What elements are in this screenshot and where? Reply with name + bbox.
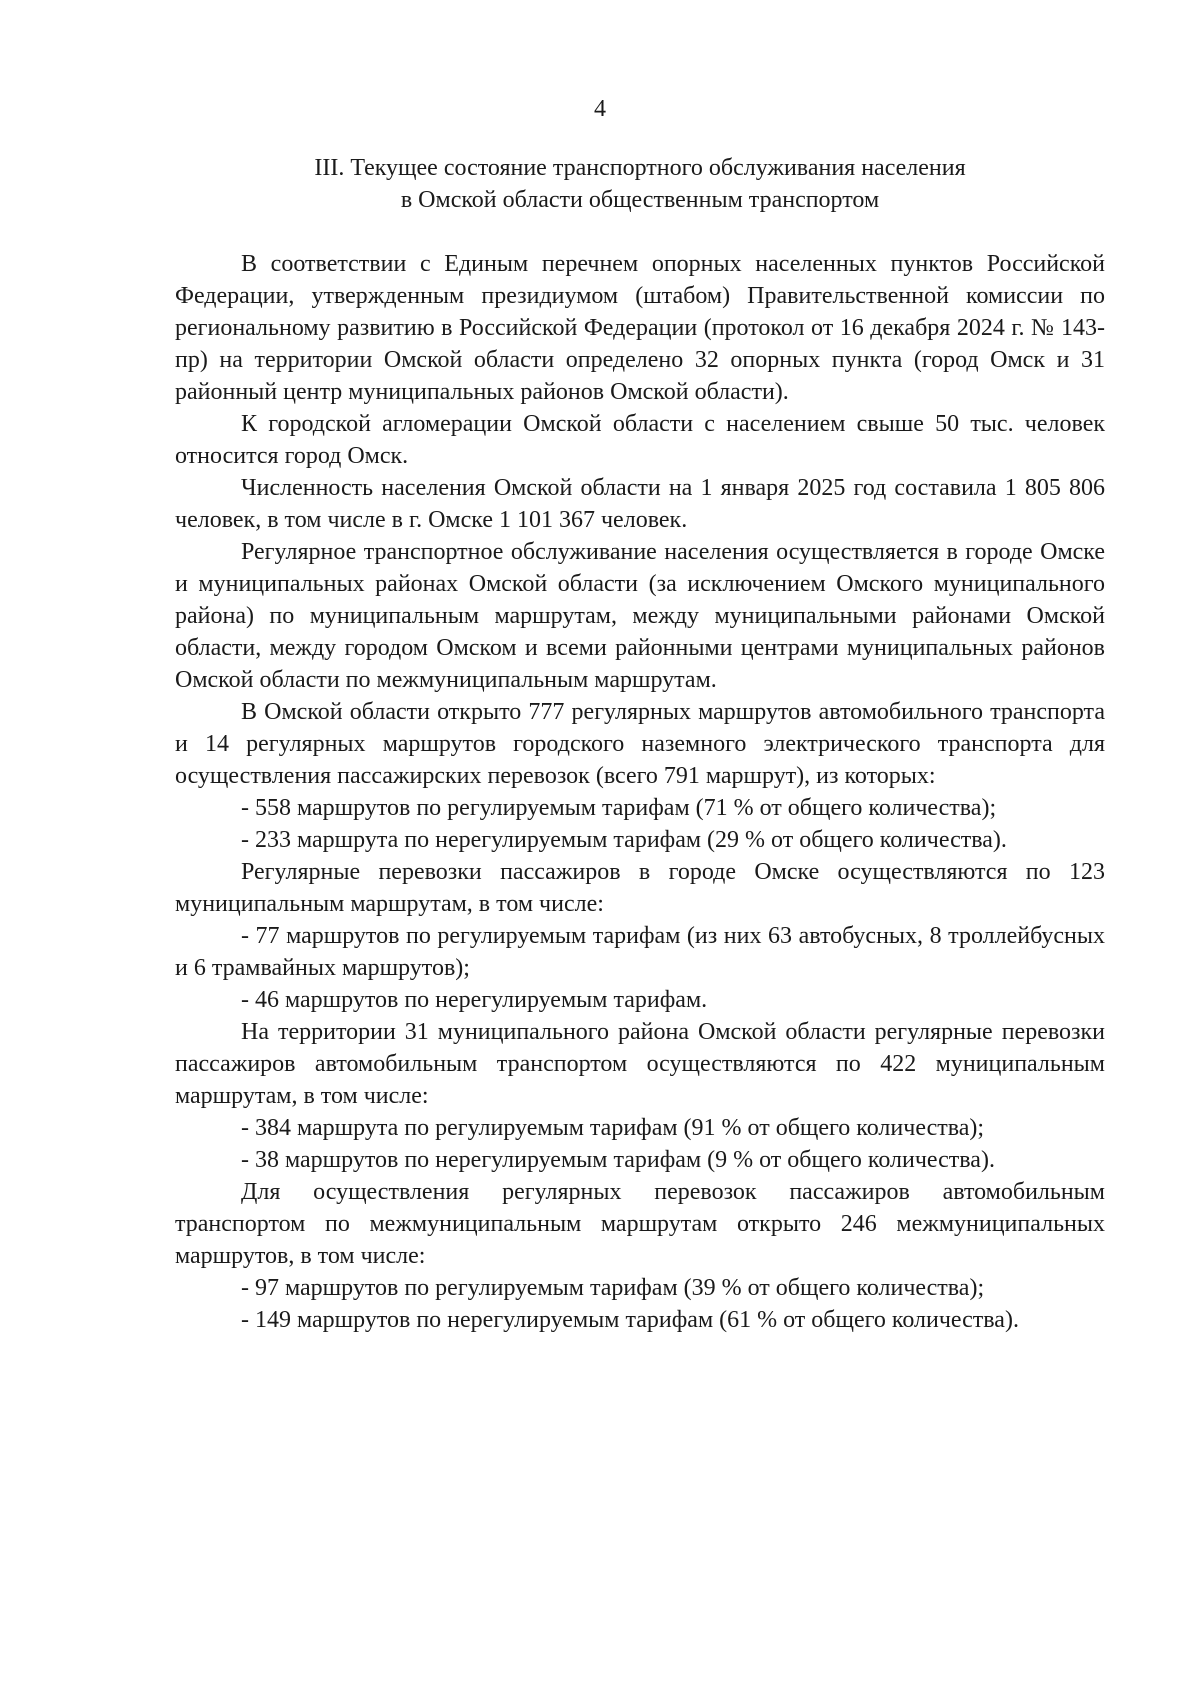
list-item-district-regulated: - 384 маршрута по регулируемым тарифам (91 % от общего количества); — [241, 1115, 985, 1141]
paragraph-intermunicipal-routes: Для осуществления регулярных перевозок пассажиров автомобильным транспортом по межмуниципальным маршрутам открыто 246 межмуниципальных маршрутов, в том числе: — [175, 1179, 1105, 1269]
list-item-omsk-unregulated: - 46 маршрутов по нерегулируемым тарифам. — [241, 987, 708, 1013]
paragraph-agglomeration: К городской агломерации Омской области с населением свыше 50 тыс. человек относится город Омск. — [175, 411, 1105, 469]
page-number: 4 — [594, 96, 606, 122]
paragraph-regular-service: Регулярное транспортное обслуживание населения осуществляется в городе Омске и муниципальных районах Омской области (за исключением Омского муниципального района) по муниципальным маршрутам, между муниципальными районами Омской области, между городом Омском и всеми районными центрами муниципальных районов Омской области по межмуниципальным маршрутам. — [175, 539, 1105, 693]
paragraph-district-routes: На территории 31 муниципального района Омской области регулярные перевозки пассажиров автомобильным транспортом осуществляются по 422 муниципальным маршрутам, в том числе: — [175, 1019, 1105, 1109]
list-item-regulated-total: - 558 маршрутов по регулируемым тарифам (71 % от общего количества); — [241, 795, 997, 821]
paragraph-omsk-city-routes: Регулярные перевозки пассажиров в городе Омске осуществляются по 123 муниципальным маршрутам, в том числе: — [175, 859, 1105, 917]
paragraph-reference-settlements: В соответствии с Единым перечнем опорных населенных пунктов Российской Федерации, утвержденным президиумом (штабом) Правительственной комиссии по региональному развитию в Российской Федерации (протокол от 16 декабря 2024 г. № 143-пр) на территории Омской области определено 32 опорных пункта (город Омск и 31 районный центр муниципальных районов Омской области). — [175, 251, 1105, 405]
list-item-intermunicipal-unregulated: - 149 маршрутов по нерегулируемым тарифам (61 % от общего количества). — [241, 1307, 1019, 1333]
paragraph-routes-total: В Омской области открыто 777 регулярных маршрутов автомобильного транспорта и 14 регулярных маршрутов городского наземного электрического транспорта для осуществления пассажирских перевозок (всего 791 маршрут), из которых: — [175, 699, 1105, 789]
section-heading-line-2: в Омской области общественным транспортом — [400, 187, 880, 213]
section-heading — [175, 152, 1105, 216]
paragraph-population: Численность населения Омской области на 1 января 2025 год составила 1 805 806 человек, в том числе в г. Омске 1 101 367 человек. — [175, 475, 1105, 533]
list-item-district-unregulated: - 38 маршрутов по нерегулируемым тарифам (9 % от общего количества). — [241, 1147, 995, 1173]
list-item-omsk-regulated: - 77 маршрутов по регулируемым тарифам (из них 63 автобусных, 8 троллейбусных и 6 трамвайных маршрутов); — [175, 923, 1105, 981]
document-body — [175, 248, 1105, 1336]
list-item-unregulated-total: - 233 маршрута по нерегулируемым тарифам (29 % от общего количества). — [241, 827, 1007, 853]
list-item-intermunicipal-regulated: - 97 маршрутов по регулируемым тарифам (39 % от общего количества); — [241, 1275, 985, 1301]
section-heading-line-1: III. Текущее состояние транспортного обслуживания населения — [314, 155, 966, 181]
